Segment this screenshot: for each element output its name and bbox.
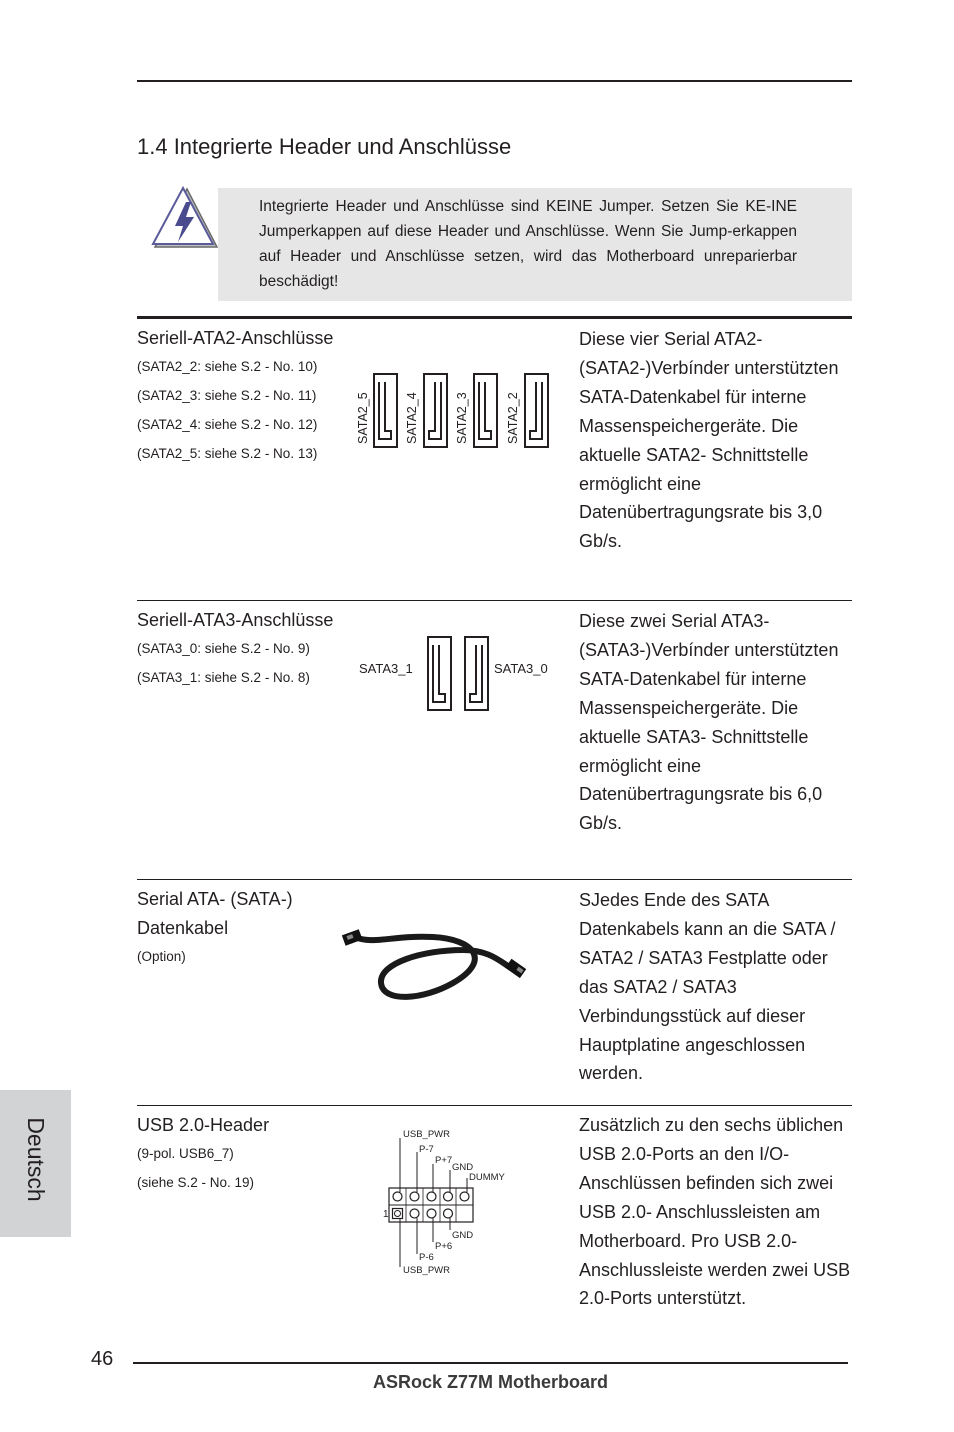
footer-rule (133, 1362, 848, 1364)
sata3-connector-diagram (425, 634, 491, 714)
sata3-description: Diese zwei Serial ATA3-(SATA3-)Verbínder unterstützten SATA-Datenkabel für interne Massenspeichergeräte. Die aktuelle SATA3- Schnittstelle ermöglicht eine Datenübertragungsrate bis 6,0 Gb/s. (579, 611, 839, 834)
usb-ref: (9-pol. USB6_7) (137, 1146, 234, 1161)
language-side-tab (0, 1090, 71, 1237)
sata3-heading: Seriell-ATA3-Anschlüsse (137, 610, 334, 630)
sata2-ref: (SATA2_5: siehe S.2 - No. 13) (137, 446, 318, 461)
cable-description: SJedes Ende des SATA Datenkabels kann an die SATA / SATA2 / SATA3 Festplatte oder das SATA2 / SATA3 Verbindungsstück auf dieser Hauptplatine angeschlossen werden. (579, 890, 836, 1084)
sata-cable-image (333, 905, 533, 1010)
usb-pin-label: GND (452, 1230, 474, 1241)
sata2-ref: (SATA2_3: siehe S.2 - No. 11) (137, 388, 317, 403)
sata-connector-icon (474, 374, 497, 447)
sata2-label: SATA2_4 (405, 392, 419, 444)
sata3-ref: (SATA3_1: siehe S.2 - No. 8) (137, 670, 310, 685)
sata3-label: SATA3_0 (494, 661, 548, 676)
top-rule (137, 80, 852, 82)
sata-connector-icon (424, 374, 447, 447)
cable-heading: Serial ATA- (SATA-) (137, 889, 293, 909)
row-divider (137, 879, 852, 880)
cable-option: (Option) (137, 949, 186, 964)
sata-connector-icon (428, 637, 451, 710)
usb-pin-label: USB_PWR (403, 1129, 450, 1140)
usb-pin-label: DUMMY (469, 1172, 505, 1183)
usb-description: Zusätzlich zu den sechs üblichen USB 2.0-Ports an den I/O-Anschlüssen befinden sich zwei USB 2.0- Anschlussleisten am Motherboard. Pro USB 2.0-Anschlussleiste werden zwei USB 2.0-Ports unterstützt. (579, 1115, 851, 1309)
language-side-tab-label: Deutsch (23, 1117, 49, 1202)
warning-note-text: Integrierte Header und Anschlüsse sind KEINE Jumper. Setzen Sie KE-INE Jumperkappen auf diese Header und Anschlüsse. Wenn Sie Jump-erkappen auf Header und Anschlüsse setzen, wird das Motherboard unreparierbar beschädigt! (259, 198, 797, 290)
sata2-connector-diagram (350, 368, 555, 452)
table-top-rule (137, 316, 852, 319)
usb-heading: USB 2.0-Header (137, 1115, 270, 1135)
usb-header-diagram (380, 1122, 530, 1282)
usb-pin-label: GND (452, 1162, 474, 1173)
sata2-ref: (SATA2_2: siehe S.2 - No. 10) (137, 359, 318, 374)
usb-pin-label: 1 (383, 1209, 389, 1220)
section-title: 1.4 Integrierte Header und Anschlüsse (137, 134, 512, 159)
usb-pin-label: USB_PWR (403, 1265, 450, 1276)
sata2-description: Diese vier Serial ATA2-(SATA2-)Verbínder unterstützten SATA-Datenkabel für interne Massenspeichergeräte. Die aktuelle SATA2- Schnittstelle ermöglicht eine Datenübertragungsrate bis 3,0 Gb/s. (579, 329, 839, 552)
usb-pin-label: P-6 (419, 1252, 434, 1263)
sata2-label: SATA2_2 (506, 392, 520, 444)
sata3-label: SATA3_1 (359, 661, 413, 676)
row-divider (137, 600, 852, 601)
sata3-ref: (SATA3_0: siehe S.2 - No. 9) (137, 641, 310, 656)
usb-pin-label: P+6 (435, 1241, 453, 1252)
sata2-label: SATA2_3 (455, 392, 469, 444)
warning-note (218, 188, 852, 301)
usb-pin-label: P-7 (419, 1144, 434, 1155)
footer-product: ASRock Z77M Motherboard (373, 1372, 609, 1392)
usb-ref: (siehe S.2 - No. 19) (137, 1175, 255, 1190)
sata2-heading: Seriell-ATA2-Anschlüsse (137, 328, 334, 348)
sata-connector-icon (465, 637, 488, 710)
sata-connector-icon (374, 374, 397, 447)
warning-icon (150, 186, 220, 252)
usb-pin-label: P+7 (435, 1155, 453, 1166)
sata-connector-icon (525, 374, 548, 447)
sata2-ref: (SATA2_4: siehe S.2 - No. 12) (137, 417, 318, 432)
row-divider (137, 1105, 852, 1106)
sata2-label: SATA2_5 (356, 392, 370, 444)
page-number: 46 (91, 1348, 114, 1370)
cable-heading: Datenkabel (137, 918, 229, 938)
